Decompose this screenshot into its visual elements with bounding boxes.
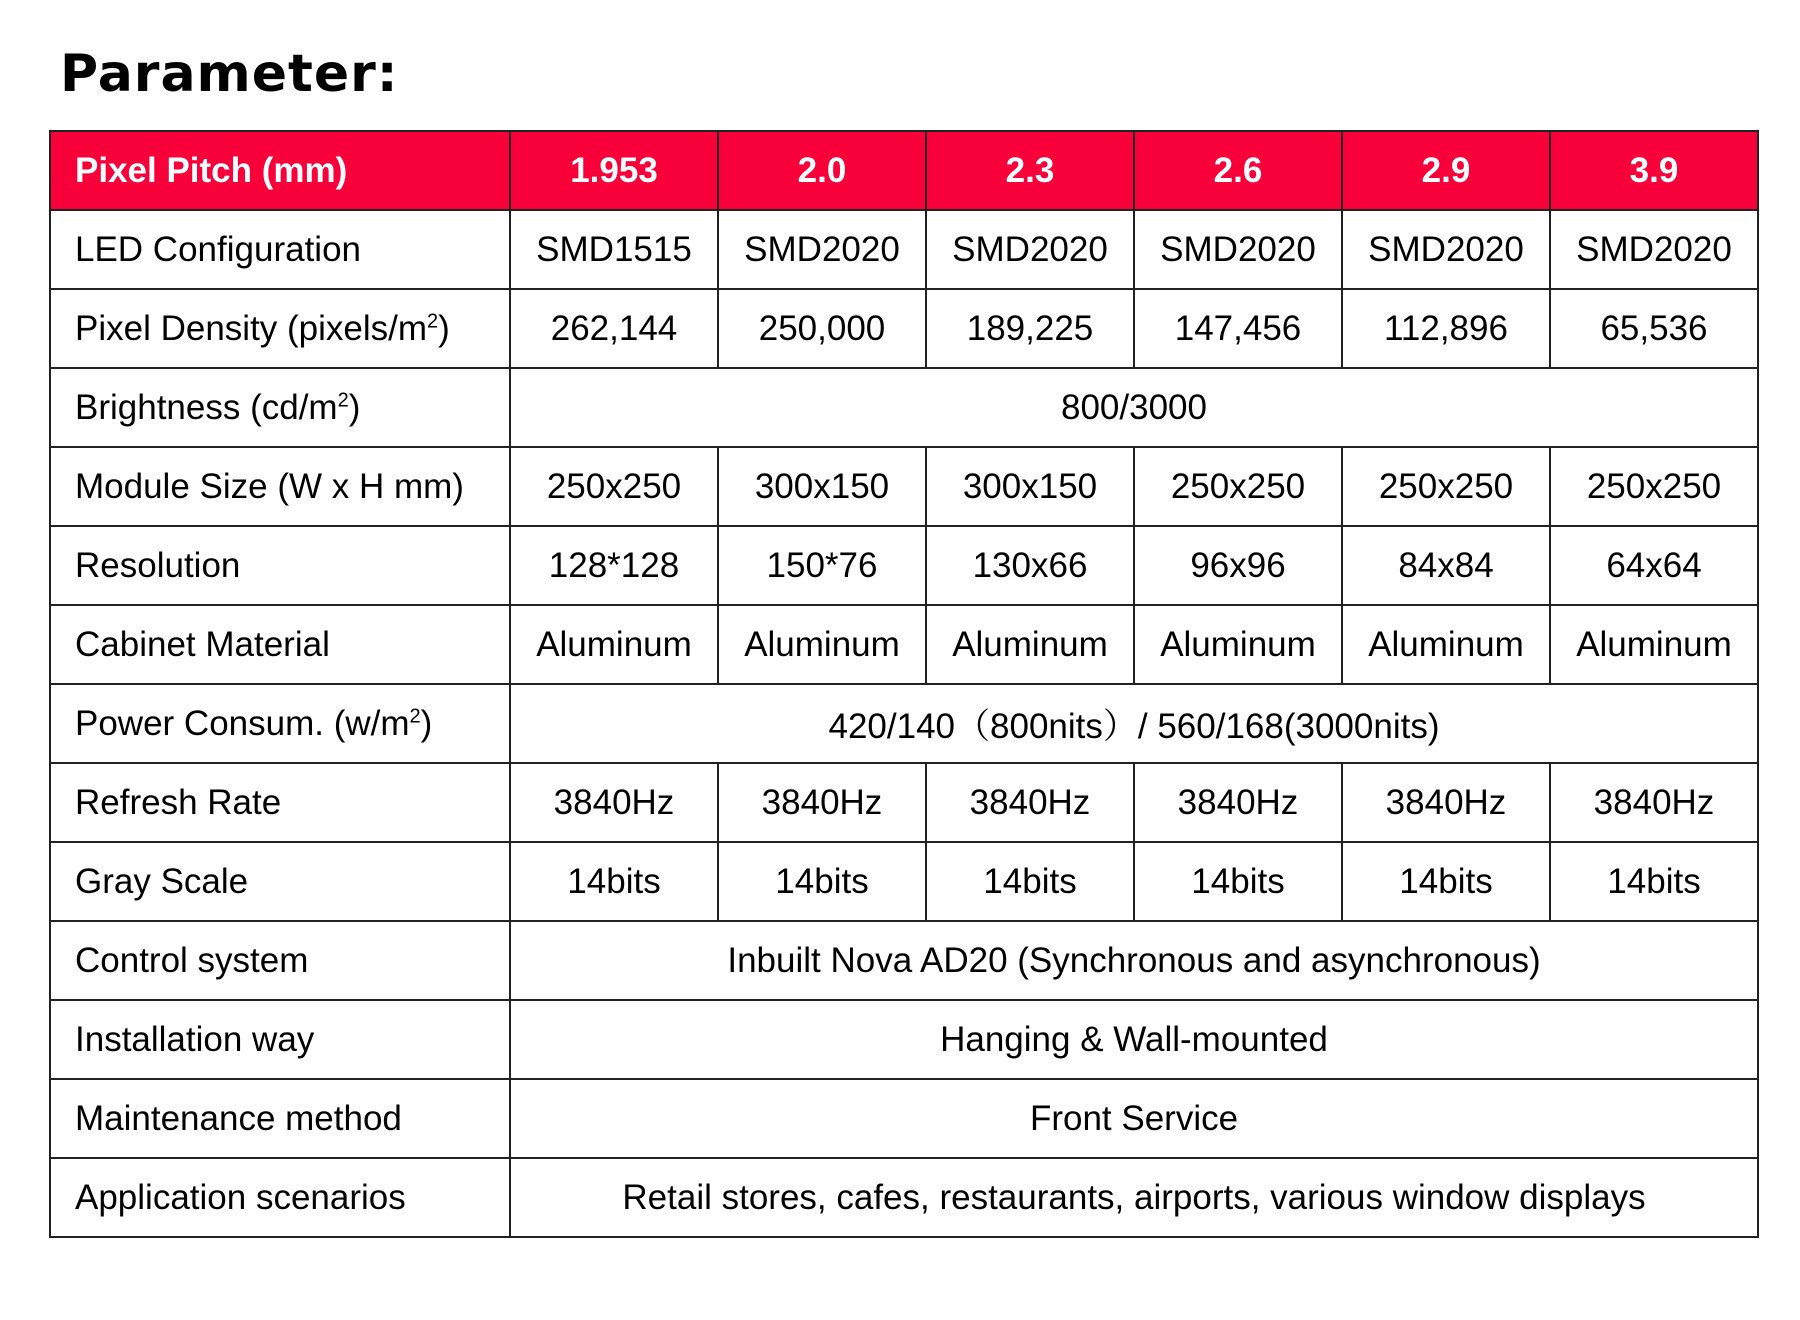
superscript: 2 <box>337 388 349 411</box>
page-title: Parameter: <box>60 44 399 104</box>
header-cell: 2.0 <box>718 131 926 210</box>
row-label: Installation way <box>50 1000 510 1079</box>
table-cell: 250x250 <box>1134 447 1342 526</box>
table-cell: 112,896 <box>1342 289 1550 368</box>
table-cell: 84x84 <box>1342 526 1550 605</box>
table-cell: 262,144 <box>510 289 718 368</box>
row-label: Refresh Rate <box>50 763 510 842</box>
table-cell: 300x150 <box>718 447 926 526</box>
merged-cell: Front Service <box>510 1079 1758 1158</box>
row-label-suffix: ) <box>438 308 450 348</box>
header-cell: 2.3 <box>926 131 1134 210</box>
table-cell: 14bits <box>1550 842 1758 921</box>
table-cell: SMD2020 <box>1134 210 1342 289</box>
table-cell: SMD2020 <box>1550 210 1758 289</box>
row-label-suffix: ) <box>348 387 361 427</box>
merged-cell: 800/3000 <box>510 368 1758 447</box>
table-row-gray-scale <box>50 842 1758 921</box>
table-cell: SMD2020 <box>718 210 926 289</box>
table-cell: Aluminum <box>1550 605 1758 684</box>
table-cell: 250,000 <box>718 289 926 368</box>
row-label-text: Pixel Density (pixels/m <box>75 308 428 348</box>
table-row-control-system <box>50 921 1758 1000</box>
row-label <box>50 684 510 763</box>
row-label-text: Power Consum. (w/m <box>75 703 410 743</box>
table-cell: 3840Hz <box>718 763 926 842</box>
table-row-maintenance-method <box>50 1079 1758 1158</box>
table-cell: 3840Hz <box>1342 763 1550 842</box>
row-label: Cabinet Material <box>50 605 510 684</box>
header-cell: 3.9 <box>1550 131 1758 210</box>
merged-cell: Hanging & Wall-mounted <box>510 1000 1758 1079</box>
row-label: Application scenarios <box>50 1158 510 1237</box>
table-row-application-scenarios <box>50 1158 1758 1237</box>
table-cell: 64x64 <box>1550 526 1758 605</box>
row-label: LED Configuration <box>50 210 510 289</box>
table-row-brightness <box>50 368 1758 447</box>
table-cell: 147,456 <box>1134 289 1342 368</box>
table-row-module-size <box>50 447 1758 526</box>
table-header-row <box>50 131 1758 210</box>
superscript: 2 <box>409 704 421 727</box>
table-cell: 14bits <box>1342 842 1550 921</box>
row-label: Control system <box>50 921 510 1000</box>
merged-cell: 420/140（800nits）/ 560/168(3000nits) <box>510 684 1758 763</box>
parameter-table <box>49 130 1759 1238</box>
table-cell: 250x250 <box>1550 447 1758 526</box>
row-label <box>50 289 510 368</box>
row-label: Resolution <box>50 526 510 605</box>
table-row-power-consumption <box>50 684 1758 763</box>
table-cell: Aluminum <box>718 605 926 684</box>
row-label-suffix: ) <box>420 703 433 743</box>
table-cell: 3840Hz <box>1550 763 1758 842</box>
table-cell: 3840Hz <box>926 763 1134 842</box>
merged-cell: Retail stores, cafes, restaurants, airports, various window displays <box>510 1158 1758 1237</box>
table-row-cabinet-material <box>50 605 1758 684</box>
header-label-pixel-pitch: Pixel Pitch (mm) <box>50 131 510 210</box>
table-cell: 65,536 <box>1550 289 1758 368</box>
merged-cell: Inbuilt Nova AD20 (Synchronous and asynchronous) <box>510 921 1758 1000</box>
table-cell: 300x150 <box>926 447 1134 526</box>
table-cell: 14bits <box>1134 842 1342 921</box>
table-cell: 14bits <box>510 842 718 921</box>
table-cell: 189,225 <box>926 289 1134 368</box>
header-cell: 2.6 <box>1134 131 1342 210</box>
table-row-led-configuration <box>50 210 1758 289</box>
header-cell: 2.9 <box>1342 131 1550 210</box>
table-row-pixel-density <box>50 289 1758 368</box>
row-label <box>50 368 510 447</box>
header-cell: 1.953 <box>510 131 718 210</box>
table-cell: 3840Hz <box>510 763 718 842</box>
row-label-text: Brightness (cd/m <box>75 387 338 427</box>
table-cell: 130x66 <box>926 526 1134 605</box>
table-cell: 150*76 <box>718 526 926 605</box>
table-cell: 96x96 <box>1134 526 1342 605</box>
table-row-refresh-rate <box>50 763 1758 842</box>
table-cell: 128*128 <box>510 526 718 605</box>
table-row-resolution <box>50 526 1758 605</box>
table-cell: 250x250 <box>1342 447 1550 526</box>
table-cell: SMD2020 <box>926 210 1134 289</box>
table-cell: 3840Hz <box>1134 763 1342 842</box>
table-cell: Aluminum <box>510 605 718 684</box>
table-cell: Aluminum <box>926 605 1134 684</box>
table-cell: 250x250 <box>510 447 718 526</box>
table-cell: Aluminum <box>1134 605 1342 684</box>
superscript: 2 <box>427 309 439 332</box>
table-cell: SMD1515 <box>510 210 718 289</box>
table-cell: SMD2020 <box>1342 210 1550 289</box>
row-label: Module Size (W x H mm) <box>50 447 510 526</box>
table-row-installation-way <box>50 1000 1758 1079</box>
table-cell: Aluminum <box>1342 605 1550 684</box>
row-label: Maintenance method <box>50 1079 510 1158</box>
table-cell: 14bits <box>926 842 1134 921</box>
table-cell: 14bits <box>718 842 926 921</box>
row-label: Gray Scale <box>50 842 510 921</box>
